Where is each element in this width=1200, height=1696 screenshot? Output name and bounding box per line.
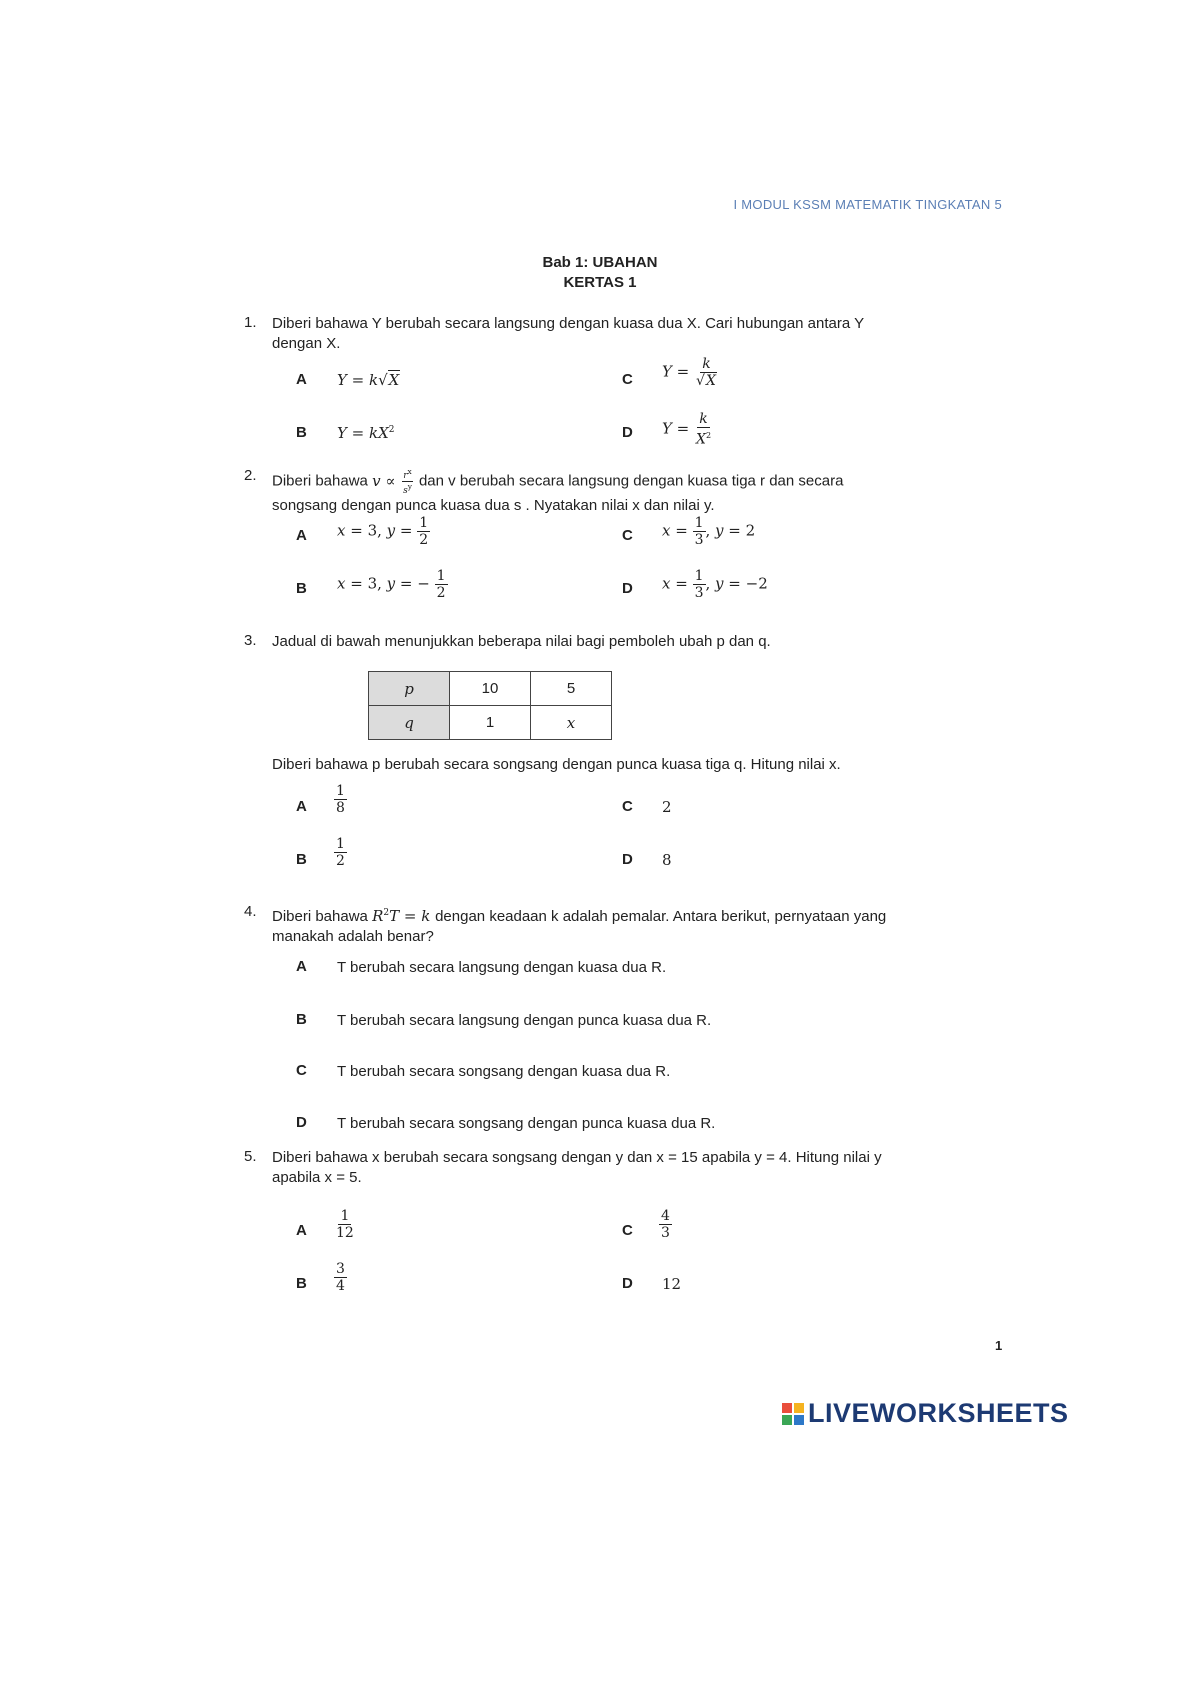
option-letter[interactable]: B [296, 580, 307, 597]
question-number: 3. [244, 632, 257, 649]
table-row [369, 706, 612, 740]
option-1d-formula: Y = $\frac{k}{X^2}$ [662, 411, 712, 448]
table-cell: x [531, 706, 612, 740]
question-number: 4. [244, 903, 257, 920]
module-header: I MODUL KSSM MATEMATIK TINGKATAN 5 [733, 197, 1002, 212]
logo-grid-icon [782, 1403, 804, 1425]
option-letter[interactable]: B [296, 424, 307, 441]
option-4b-text: T berubah secara langsung dengan punca kuasa dua R. [337, 1012, 712, 1029]
option-3a-formula: $\frac{1}{8}$ [336, 783, 345, 816]
question-3-text: Jadual di bawah menunjukkan beberapa nilai bagi pemboleh ubah p dan q. [272, 633, 771, 650]
option-letter[interactable]: A [296, 1222, 307, 1239]
table-cell: 10 [450, 672, 531, 706]
option-3c-value: 2 [662, 798, 672, 816]
option-4d-text: T berubah secara songsang dengan punca kuasa dua R. [337, 1115, 716, 1132]
option-1c-formula: Y = $\frac{k}{√X}$ [662, 356, 716, 389]
option-letter[interactable]: C [622, 371, 633, 388]
table-cell: 5 [531, 672, 612, 706]
option-5b-formula: $\frac{3}{4}$ [336, 1261, 345, 1294]
option-letter[interactable]: D [622, 1275, 633, 1292]
option-2b-formula: x = 3, y = − $\frac{1}{2}$ [337, 568, 446, 601]
option-1b-formula: $Y = kX^2$ [337, 424, 395, 442]
option-4a-text: T berubah secara langsung dengan kuasa dua R. [337, 959, 667, 976]
option-letter[interactable]: C [622, 527, 633, 544]
option-3d-value: 8 [662, 851, 672, 869]
option-3b-formula: $\frac{1}{2}$ [336, 836, 345, 869]
question-number: 1. [244, 314, 257, 331]
option-letter[interactable]: A [296, 958, 307, 975]
option-letter[interactable]: D [622, 424, 633, 441]
option-letter[interactable]: B [296, 1011, 307, 1028]
option-5d-value: 12 [662, 1275, 682, 1293]
option-5c-formula: $\frac{4}{3}$ [661, 1208, 670, 1241]
question-3-followup: Diberi bahawa p berubah secara songsang dengan punca kuasa tiga q. Hitung nilai x. [272, 756, 841, 773]
option-letter[interactable]: B [296, 851, 307, 868]
option-5a-formula: $\frac{1}{12}$ [336, 1208, 354, 1241]
option-letter[interactable]: B [296, 1275, 307, 1292]
option-letter[interactable]: C [622, 798, 633, 815]
option-letter[interactable]: D [622, 851, 633, 868]
option-letter[interactable]: D [296, 1114, 307, 1131]
pq-table [368, 671, 612, 740]
table-cell: 1 [450, 706, 531, 740]
table-row [369, 672, 612, 706]
liveworksheets-logo: LIVEWORKSHEETS [782, 1398, 1069, 1429]
option-letter[interactable]: D [622, 580, 633, 597]
option-letter[interactable]: A [296, 798, 307, 815]
table-cell: q [369, 706, 450, 740]
page-number: 1 [995, 1338, 1003, 1353]
table-cell: p [369, 672, 450, 706]
option-letter[interactable]: A [296, 371, 307, 388]
option-2a-formula: x = 3, y = $\frac{1}{2}$ [337, 515, 429, 548]
option-1a-formula: Y = k√X [337, 371, 400, 389]
question-2-text: Diberi bahawa v ∝ $\frac{r^x}{s^y}$ dan v berubah secara langsung dengan kuasa tiga r dan secara songsang dengan punca kuasa dua s . Nyatakan nilai x dan nilai y. [272, 467, 844, 514]
chapter-title: Bab 1: UBAHAN [542, 254, 658, 271]
question-4-text: Diberi bahawa $R^2T = k$ dengan keadaan k adalah pemalar. Antara berikut, pernyataan yang manakah adalah benar? [272, 907, 887, 945]
question-1-text: Diberi bahawa Y berubah secara langsung dengan kuasa dua X. Cari hubungan antara Y dengan X. [272, 315, 865, 352]
option-2d-formula: x = $\frac{1}{3}$ , y = −2 [662, 568, 768, 601]
paper-title: KERTAS 1 [563, 274, 637, 291]
option-letter[interactable]: C [622, 1222, 633, 1239]
option-letter[interactable]: A [296, 527, 307, 544]
question-number: 5. [244, 1148, 257, 1165]
option-letter[interactable]: C [296, 1062, 307, 1079]
question-number: 2. [244, 467, 257, 484]
option-2c-formula: x = $\frac{1}{3}$ , y = 2 [662, 515, 756, 548]
option-4c-text: T berubah secara songsang dengan kuasa dua R. [337, 1063, 671, 1080]
question-5-text: Diberi bahawa x berubah secara songsang dengan y dan x = 15 apabila y = 4. Hitung nilai y apabila x = 5. [272, 1149, 882, 1186]
